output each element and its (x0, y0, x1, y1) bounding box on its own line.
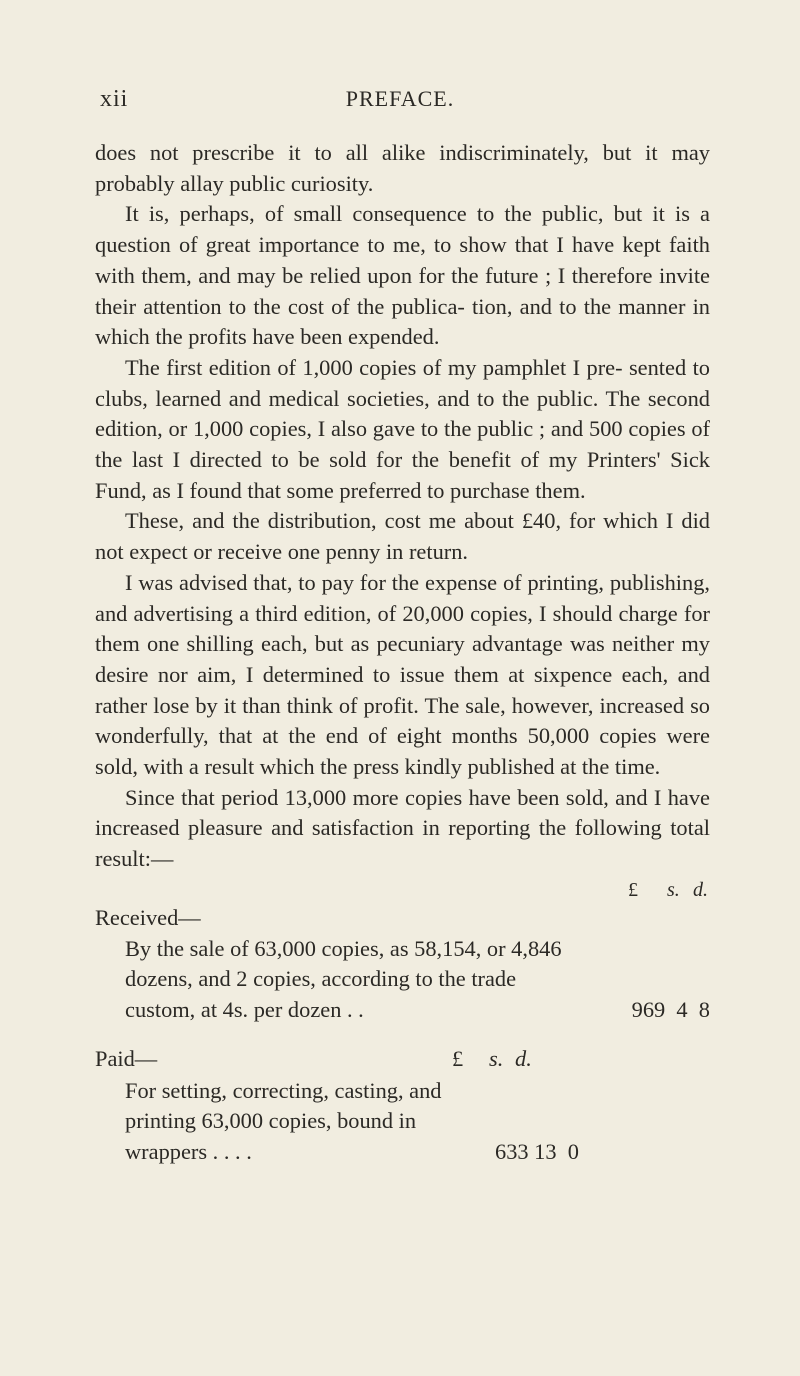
paid-description: For setting, correcting, casting, and printing 63,000 copies, bound in wrappers . . . . (125, 1077, 442, 1165)
paragraph-continued: does not prescribe it to all alike indiscriminately, but it may probably allay public curiosity. (95, 140, 710, 196)
page-header (0, 86, 800, 116)
paid-pence-header: d. (515, 1045, 532, 1071)
paid-label: Paid— (95, 1045, 158, 1071)
received-entry (95, 934, 710, 1026)
paragraph: Since that period 13,000 more copies have been sold, and I have increased pleasure and satisfaction in reporting the following total result:— (95, 784, 710, 872)
paid-section (95, 1044, 710, 1168)
pound-column-header: £ (628, 878, 638, 901)
body-text (95, 138, 710, 1168)
paid-pound-header: £ (452, 1045, 464, 1071)
received-label: Received— (95, 904, 201, 930)
received-description: By the sale of 63,000 copies, as 58,154, or 4,846 dozens, and 2 copies, according to the trade custom, at 4s. per dozen . . (125, 935, 562, 1022)
page-number: xii (100, 86, 129, 112)
paragraph: These, and the distribution, cost me about £40, for which I did not expect or receive one penny in return. (95, 508, 710, 565)
paragraph: It is, perhaps, of small consequence to the public, but it is a question of great importance to me, to show that I have kept faith with them, and may be relied upon for the future ; I therefore invite their attention to the cost of the publica- tion, and to the manner in which the profits have been expended. (95, 201, 710, 350)
running-title: PREFACE. (345, 86, 455, 111)
paid-entry (95, 1076, 579, 1168)
paid-header (95, 1044, 710, 1076)
pence-column-header: d. (693, 878, 708, 901)
ledger-currency-header (95, 875, 710, 903)
paragraph: I was advised that, to pay for the expense of printing, publishing, and advertising a third edition, of 20,000 copies, I should charge for them one shilling each, but as pecuniary advantage was neither my desire nor aim, I determined to issue them at sixpence each, and rather lose by it than think of profit. The sale, however, increased so wonderfully, that at the end of eight months 50,000 copies were sold, with a result which the press kindly published at the time. (95, 569, 710, 780)
received-amount: 969 4 8 (631, 996, 710, 1022)
shilling-column-header: s. (667, 878, 680, 901)
paragraph: The first edition of 1,000 copies of my pamphlet I pre- sented to clubs, learned and medical societies, and to the public. The second edition, or 1,000 copies, I also gave to the public ; and 500 copies of the last I directed to be sold for the benefit of my Printers' Sick Fund, as I found that some preferred to purchase them. (95, 354, 710, 503)
paid-amount: 633 13 0 (495, 1139, 579, 1165)
paid-shilling-header: s. (489, 1045, 504, 1071)
